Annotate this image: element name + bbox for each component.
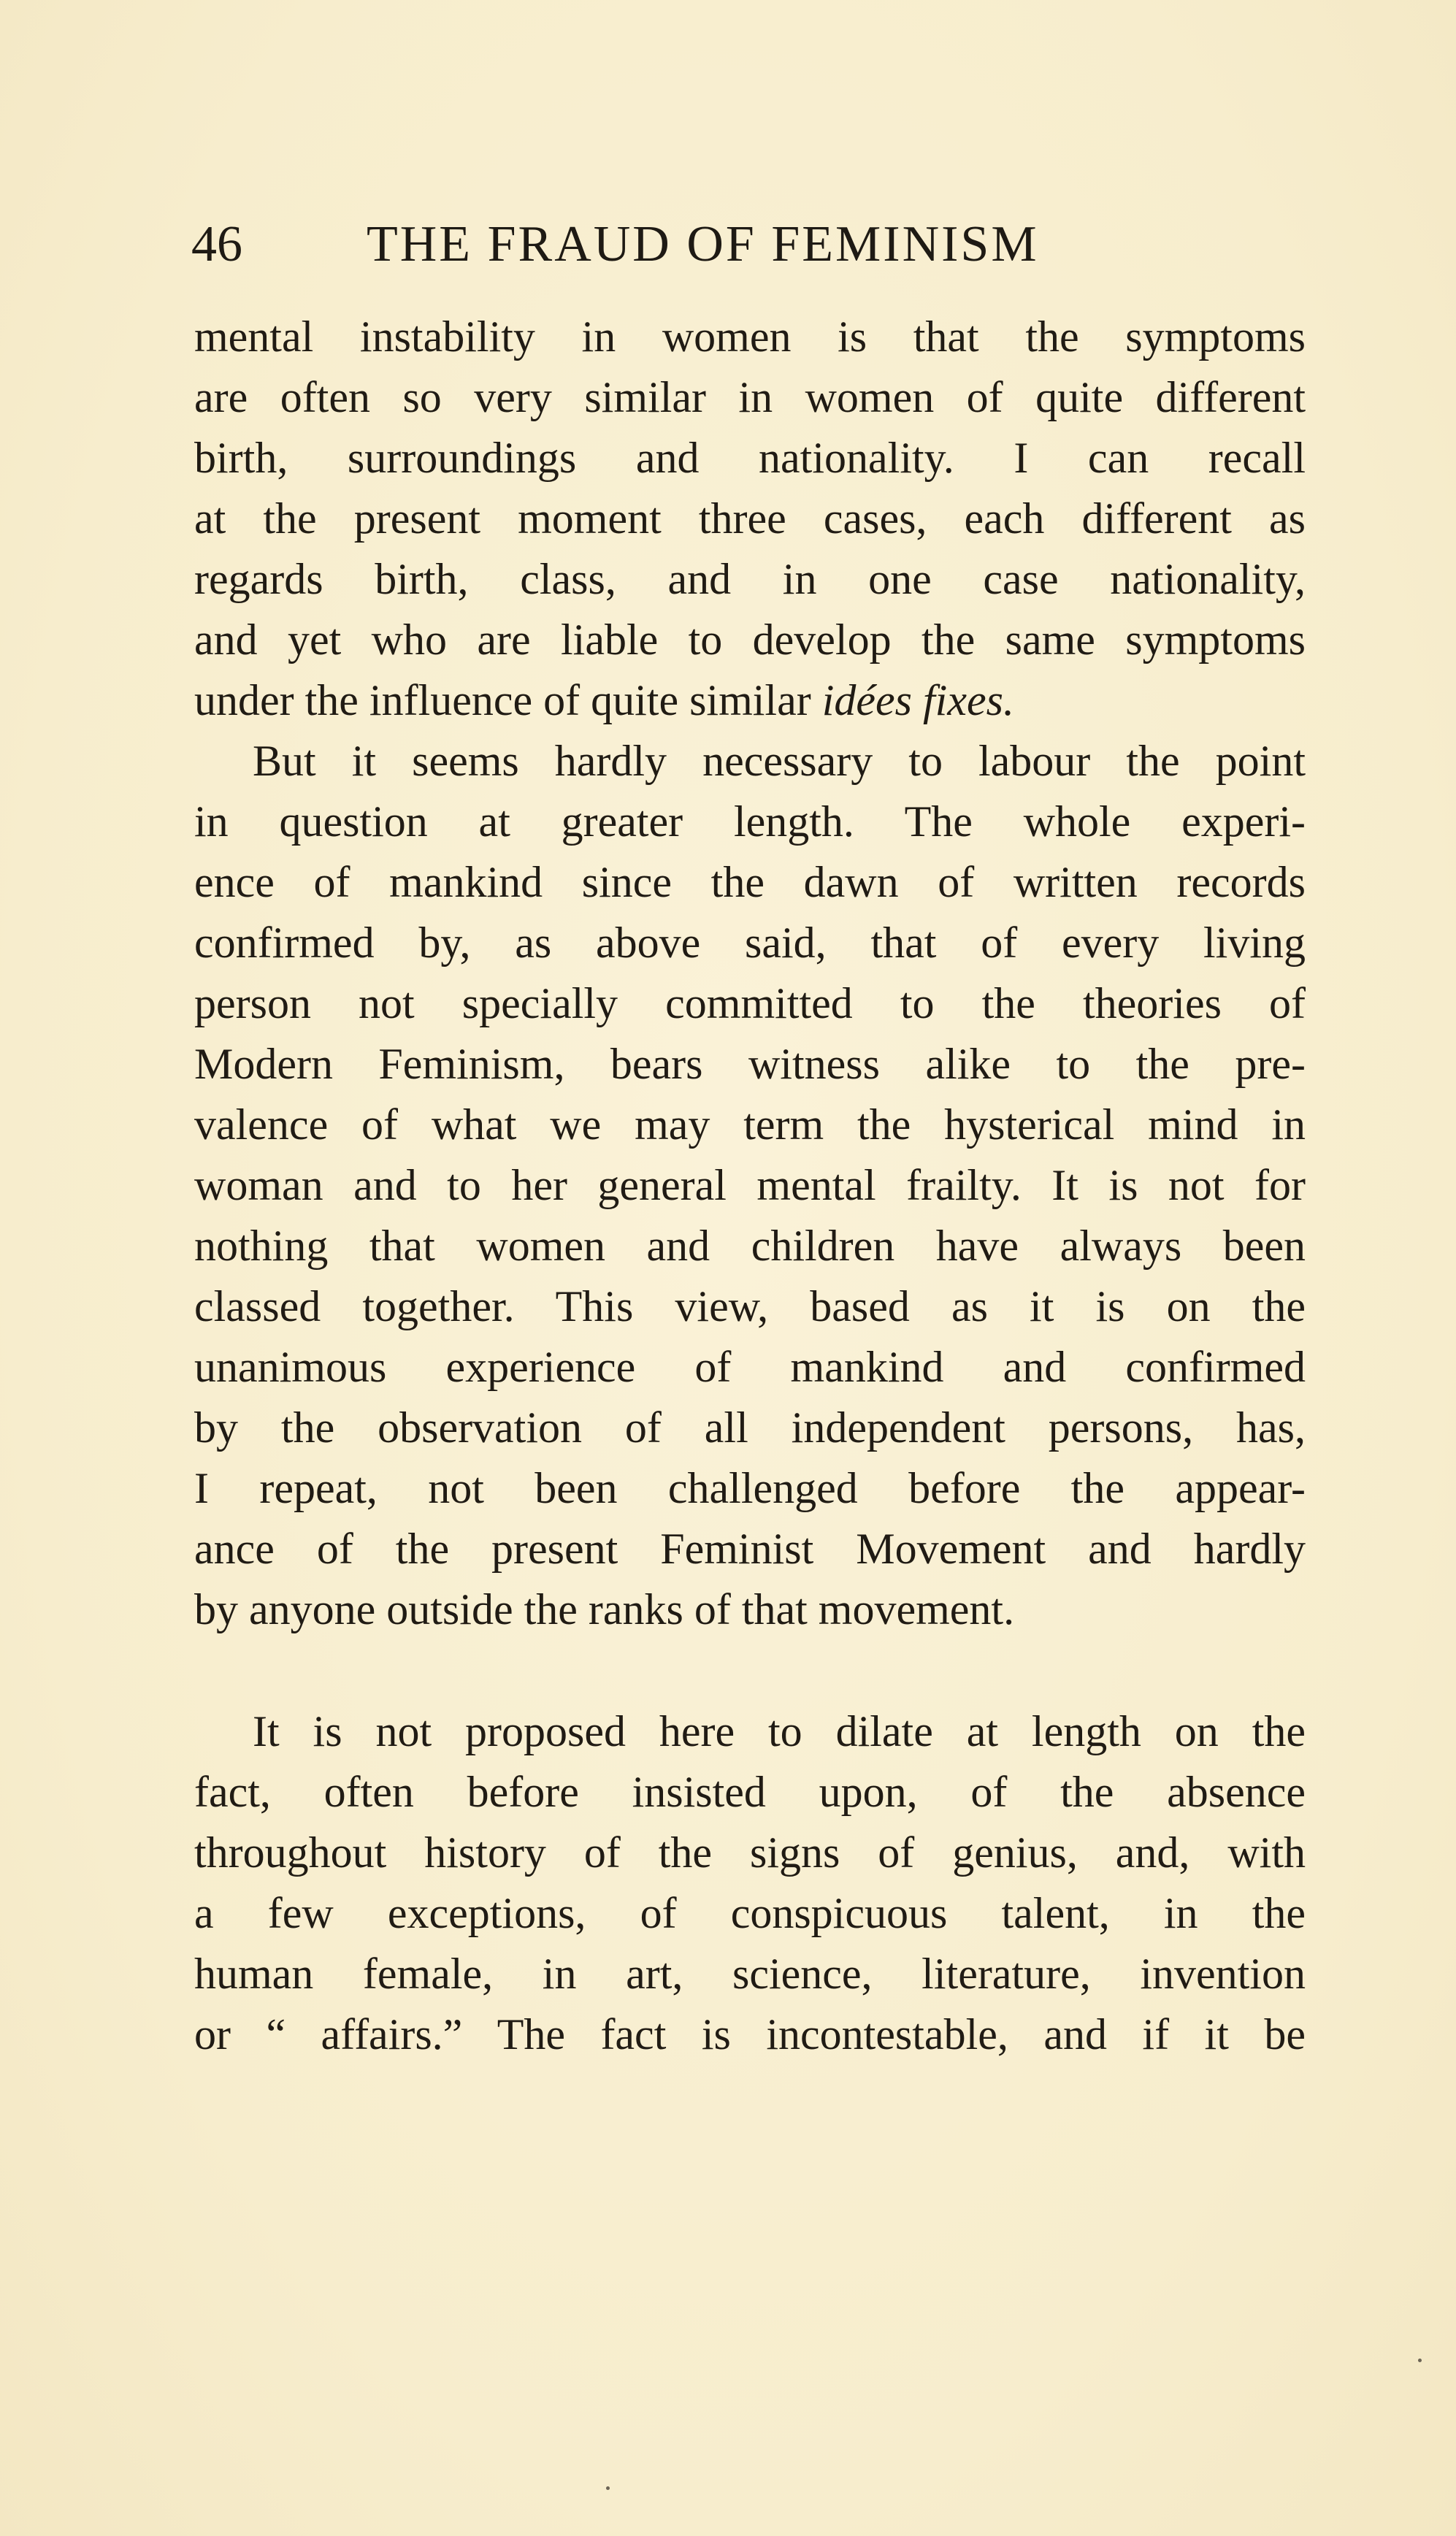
paragraph-first-line: It is not proposed here to dilate at length on the <box>253 1707 1306 1755</box>
text-line: nothing that women and children have always been <box>194 1222 1306 1270</box>
paragraph-first-line: But it seems hardly necessary to labour the point <box>253 737 1306 785</box>
page-header <box>191 208 1301 281</box>
text-line: and yet who are liable to develop the same symptoms <box>194 616 1306 664</box>
text-line: valence of what we may term the hysterical mind in <box>194 1100 1306 1149</box>
running-head: THE FRAUD OF FEMINISM <box>367 216 1039 272</box>
paper-speck <box>606 2486 610 2490</box>
paper-speck <box>1418 2359 1422 2362</box>
text-line: birth, surroundings and nationality. I can recall <box>194 434 1306 482</box>
text-line: mental instability in women is that the symptoms <box>194 313 1306 361</box>
text-line: I repeat, not been challenged before the appear- <box>194 1464 1306 1512</box>
italic-phrase: idées fixes. <box>821 676 1014 724</box>
text-line: Modern Feminism, bears witness alike to the pre- <box>194 1040 1306 1088</box>
text-line: regards birth, class, and in one case nationality, <box>194 555 1306 603</box>
text-block-upper <box>194 307 1306 1640</box>
text-line: at the present moment three cases, each different as <box>194 494 1306 543</box>
text-line: fact, often before insisted upon, of the absence <box>194 1768 1306 1816</box>
text-line: person not specially committed to the theories of <box>194 979 1306 1027</box>
page-number: 46 <box>191 216 242 272</box>
text-block-lower <box>194 1701 1306 2065</box>
text-line: by anyone outside the ranks of that movement. <box>194 1585 1015 1633</box>
text-line: in question at greater length. The whole experi- <box>194 797 1306 846</box>
text-line: throughout history of the signs of genius, and, with <box>194 1828 1306 1877</box>
text-line: classed together. This view, based as it is on the <box>194 1282 1306 1330</box>
text-line: ence of mankind since the dawn of written records <box>194 858 1306 906</box>
text-line: human female, in art, science, literature, invention <box>194 1950 1306 1998</box>
text-line: ance of the present Feminist Movement and hardly <box>194 1525 1306 1573</box>
text-line: unanimous experience of mankind and confirmed <box>194 1343 1306 1391</box>
text-line: by the observation of all independent persons, has, <box>194 1403 1306 1452</box>
text-line-italic-phrase: under the influence of quite similar idées fixes. <box>194 676 1014 724</box>
text-line: woman and to her general mental frailty. It is not for <box>194 1161 1306 1209</box>
text-line: are often so very similar in women of quite different <box>194 373 1306 421</box>
text-line: or “ affairs.” The fact is incontestable, and if it be <box>194 2010 1306 2058</box>
text-line: a few exceptions, of conspicuous talent, in the <box>194 1889 1306 1937</box>
text-line: confirmed by, as above said, that of every living <box>194 919 1306 967</box>
